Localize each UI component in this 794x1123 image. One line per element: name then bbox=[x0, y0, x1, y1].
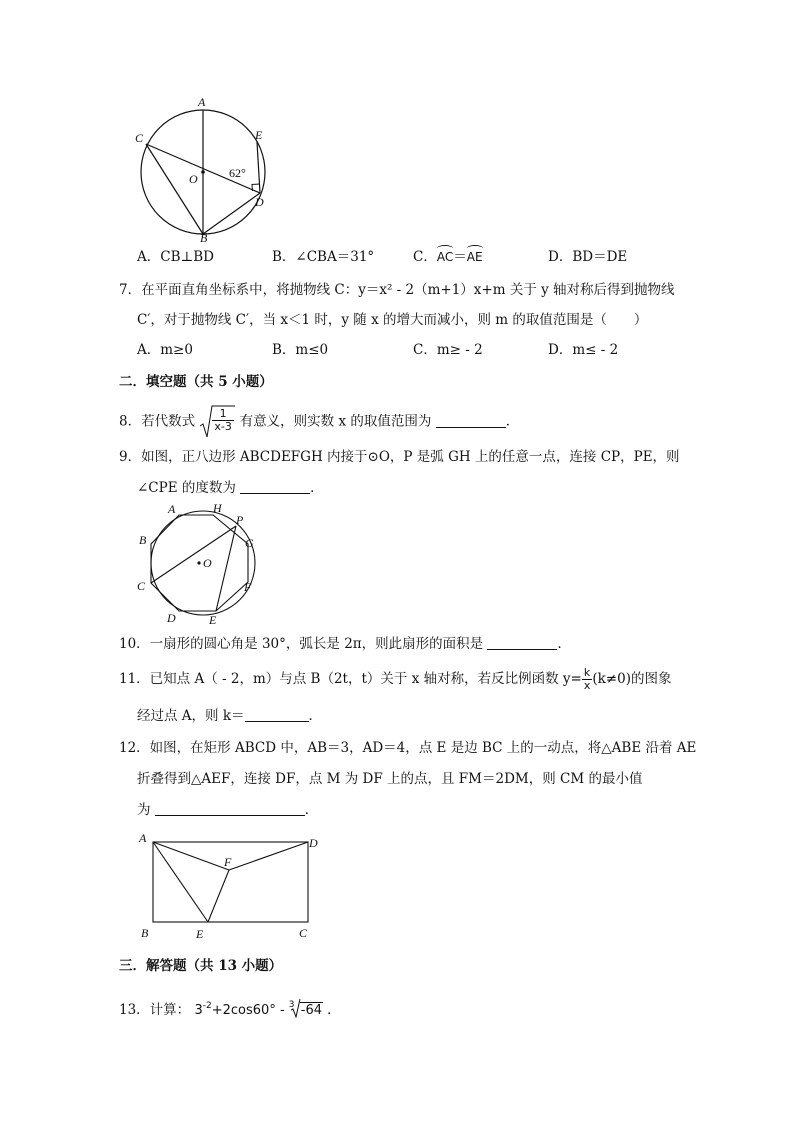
q7-option-a: A．m≥0 bbox=[137, 342, 193, 358]
q8-fraction bbox=[212, 408, 233, 433]
label-d: D bbox=[255, 195, 264, 209]
q10-end: ． bbox=[557, 636, 571, 652]
q6-option-d: D．BD＝DE bbox=[548, 249, 628, 265]
q6-option-c bbox=[413, 245, 483, 266]
q11-line2-text: 经过点 A，则 k＝ bbox=[137, 708, 245, 724]
q10-answer-blank[interactable] bbox=[487, 649, 557, 650]
q8-suffix: 有意义，则实数 x 的取值范围为 bbox=[239, 413, 432, 430]
q9-line2 bbox=[137, 479, 324, 497]
q11-answer-blank[interactable] bbox=[245, 721, 309, 722]
chord-cb bbox=[146, 144, 203, 234]
q7-line1: 7．在平面直角坐标系中，将抛物线 C：y＝x² - 2（m+1）x+m 关于 y 轴对称后得到抛物线 bbox=[119, 282, 675, 298]
q8-prefix: 8．若代数式 bbox=[119, 413, 196, 430]
q11-prefix: 11．已知点 A（ - 2，m）与点 B（2t，t）关于 x 轴对称，若反比例函数 y= bbox=[119, 671, 582, 687]
q12-line2: 折叠得到△AEF，连接 DF，点 M 为 DF 上的点，且 FM＝2DM，则 CM 的最小值 bbox=[137, 771, 643, 787]
center-dot bbox=[197, 561, 200, 564]
q11-line2 bbox=[137, 707, 322, 725]
label-p: P bbox=[236, 513, 244, 527]
label-e: E bbox=[209, 613, 217, 627]
segment-cp bbox=[151, 526, 236, 583]
q8-end: ． bbox=[505, 413, 520, 430]
q11-end: ． bbox=[308, 708, 323, 724]
q7-option-d: D．m≤ - 2 bbox=[548, 342, 619, 358]
q13-end: ． bbox=[327, 1002, 341, 1018]
q9-line2-text: ∠CPE 的度数为 bbox=[137, 480, 236, 496]
q13-cube-root bbox=[289, 999, 323, 1023]
q13-root-index: 3 bbox=[288, 999, 295, 1010]
label-o: O bbox=[203, 556, 212, 570]
q6-option-c-eq: ＝ bbox=[453, 249, 467, 265]
label-o: O bbox=[189, 172, 198, 186]
q13-expression bbox=[194, 999, 327, 1018]
q10-text: 10．一扇形的圆心角是 30°，弧长是 2π，则此扇形的面积是 bbox=[119, 636, 484, 652]
q11-frac-num: k bbox=[582, 667, 593, 680]
q9-line1: 9．如图，正八边形 ABCDEFGH 内接于⊙O，P 是弧 GH 上的任意一点，连接 CP，PE，则 bbox=[119, 449, 680, 465]
segment-fe bbox=[208, 870, 229, 922]
segment-ae bbox=[153, 842, 208, 922]
section-fill-in-header: 二．填空题（共 5 小题） bbox=[119, 374, 273, 390]
segment-af bbox=[153, 842, 229, 870]
q13-middle: +2cos60° - bbox=[211, 1003, 285, 1018]
label-f: F bbox=[244, 580, 252, 594]
q6-option-a: A．CB⊥BD bbox=[137, 249, 214, 265]
section-answer-header: 三．解答题（共 13 小题） bbox=[119, 958, 283, 974]
label-g: G bbox=[245, 536, 254, 550]
label-d: D bbox=[309, 836, 318, 850]
q11-suffix: (k≠0)的图象 bbox=[592, 671, 672, 687]
chord-bd bbox=[203, 193, 260, 234]
label-b: B bbox=[139, 533, 147, 547]
q12-line3-text: 为 bbox=[137, 802, 151, 818]
q9-end: ． bbox=[310, 480, 324, 496]
q12-line3 bbox=[137, 801, 318, 819]
center-dot bbox=[201, 170, 205, 174]
q13-prefix: 13．计算： bbox=[119, 1002, 191, 1018]
q12-rectangle-figure bbox=[133, 830, 333, 945]
label-c: C bbox=[137, 579, 146, 593]
q8-answer-blank[interactable] bbox=[436, 427, 506, 428]
q11-line1 bbox=[119, 666, 671, 692]
q6-option-b: B．∠CBA＝31° bbox=[272, 249, 375, 265]
q10-question bbox=[119, 635, 571, 653]
label-b: B bbox=[141, 926, 149, 940]
chord-ed bbox=[257, 142, 260, 193]
arc-ac: AC bbox=[437, 245, 453, 266]
label-c: C bbox=[299, 926, 308, 940]
q12-answer-blank[interactable] bbox=[155, 815, 305, 816]
q9-answer-blank[interactable] bbox=[240, 493, 310, 494]
rectangle-abcd bbox=[153, 842, 308, 922]
q13-base: 3 bbox=[194, 1003, 203, 1018]
arc-ae: AE bbox=[467, 245, 483, 266]
q7-line2: C′，对于抛物线 C′，当 x＜1 时，y 随 x 的增大而减小，则 m 的取值范围是（ ） bbox=[137, 312, 648, 328]
q12-end: ． bbox=[304, 802, 319, 818]
segment-pe bbox=[216, 526, 236, 611]
q8-frac-num: 1 bbox=[212, 408, 233, 421]
label-a: A bbox=[198, 95, 206, 109]
segment-fd bbox=[229, 842, 308, 870]
q13-radicand: -64 bbox=[300, 1002, 323, 1018]
label-f: F bbox=[224, 855, 232, 869]
q8-question bbox=[119, 404, 519, 440]
label-c: C bbox=[135, 131, 144, 145]
label-b: B bbox=[200, 231, 208, 242]
q8-frac-den: x-3 bbox=[214, 420, 232, 433]
q11-fraction bbox=[582, 667, 593, 692]
q13-question bbox=[119, 994, 341, 1023]
q9-octagon-figure bbox=[133, 500, 263, 628]
label-a: A bbox=[168, 502, 176, 516]
q12-line1: 12．如图，在矩形 ABCD 中，AB＝3，AD＝4，点 E 是边 BC 上的一动点，将△ABE 沿着 AE bbox=[119, 740, 697, 756]
root-sign-icon bbox=[291, 998, 301, 1018]
q8-sqrt bbox=[199, 404, 235, 440]
angle-label: 62° bbox=[229, 166, 246, 180]
q7-option-c: C．m≥ - 2 bbox=[413, 342, 483, 358]
label-e: E bbox=[196, 927, 204, 941]
label-d: D bbox=[167, 611, 176, 625]
q6-circle-figure bbox=[130, 92, 280, 242]
q6-option-c-prefix: C． bbox=[413, 249, 437, 265]
q13-exponent: -2 bbox=[202, 1001, 212, 1011]
label-h: H bbox=[213, 501, 222, 515]
label-a: A bbox=[139, 831, 147, 845]
q7-option-b: B．m≤0 bbox=[272, 342, 329, 358]
q11-frac-den: x bbox=[583, 679, 591, 692]
label-e: E bbox=[255, 128, 263, 142]
